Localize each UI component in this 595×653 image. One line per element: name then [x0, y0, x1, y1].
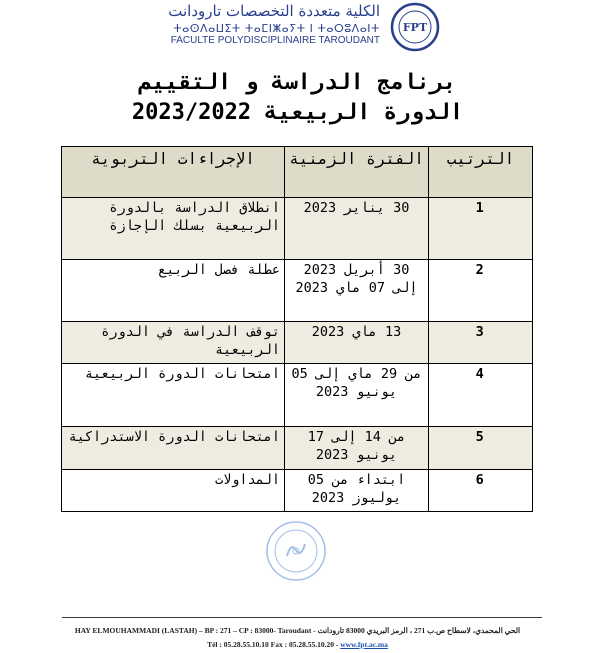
footer-website-link[interactable]: www.fpt.ac.ma — [340, 640, 388, 649]
row-action: امتحانات الدورة الربيعية — [62, 364, 285, 427]
table-row — [62, 198, 533, 260]
footer-contact — [0, 640, 595, 649]
row-period: ابتداء من 05 يوليوز 2023 — [285, 470, 429, 512]
row-period: من 29 ماي إلى 05 يونيو 2023 — [285, 364, 429, 427]
row-period: 30 يناير 2023 — [285, 198, 429, 260]
row-number: 6 — [429, 470, 533, 512]
row-number: 4 — [429, 364, 533, 427]
faculty-french-name: FACULTE POLYDISCIPLINAIRE TAROUDANT — [170, 35, 380, 46]
faculty-logo-icon — [390, 2, 440, 52]
row-action: توقف الدراسة في الدورة الربيعية — [62, 322, 285, 364]
header-action: الإجراءات التربوية — [62, 147, 285, 198]
row-action: انطلاق الدراسة بالدورة الربيعية بسلك الإجازة — [62, 198, 285, 260]
row-number: 5 — [429, 427, 533, 470]
row-action: امتحانات الدورة الاستدراكية — [62, 427, 285, 470]
footer-phone-fax: Tél : 05.28.55.10.10 Fax : 05.28.55.10.20 - — [207, 640, 339, 649]
page-title-line1: برنامج الدراسة و التقييم — [138, 70, 457, 95]
header-order: الترتيب — [429, 147, 533, 198]
faculty-tifinagh-name: ⵜⴰⵙⴷⴰⵡⵉⵜ ⵜⴰⵎⵏⵥⴰⵢⵜ ⵏ ⵜⴰⵔⵓⴷⴰⵏⵜ — [173, 22, 380, 35]
table-row — [62, 260, 533, 322]
row-action: عطلة فصل الربيع — [62, 260, 285, 322]
faculty-stamp-icon — [265, 520, 327, 582]
table-row — [62, 364, 533, 427]
row-number: 3 — [429, 322, 533, 364]
footer-address: HAY ELMOUHAMMADI (LASTAH) – BP : 271 – CP : 83000- Taroudant - الحي المحمدي، لاسطاح ص.ب 271 ، الرمز البريدي 83000 تارودانت — [74, 626, 521, 635]
table-row — [62, 322, 533, 364]
logo-monogram: FPT — [402, 21, 428, 34]
schedule-table — [61, 146, 533, 512]
page-title-line2: الدورة الربيعية 2023/2022 — [131, 100, 464, 125]
faculty-header — [150, 2, 440, 50]
row-number: 2 — [429, 260, 533, 322]
header-period: الفترة الزمنية — [285, 147, 429, 198]
row-number: 1 — [429, 198, 533, 260]
table-row — [62, 427, 533, 470]
row-action: المداولات — [62, 470, 285, 512]
table-row — [62, 470, 533, 512]
row-period: 13 ماي 2023 — [285, 322, 429, 364]
footer-divider — [62, 617, 542, 618]
row-period: 30 أبريل 2023 إلى 07 ماي 2023 — [285, 260, 429, 322]
table-header-row — [62, 147, 533, 198]
row-period: من 14 إلى 17 يونيو 2023 — [285, 427, 429, 470]
faculty-arabic-name: الكلية متعددة التخصصات تارودانت — [168, 2, 380, 20]
